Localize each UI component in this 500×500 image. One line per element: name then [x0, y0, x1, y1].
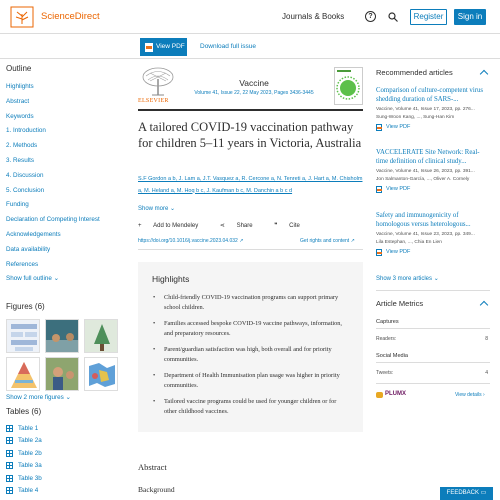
doi-link[interactable] — [138, 238, 243, 244]
view-pdf-label: View PDF — [386, 124, 411, 130]
rights-label: Get rights and content — [300, 238, 350, 244]
add-to-mendeley-button[interactable] — [138, 223, 208, 229]
recommended-article-title[interactable]: Safety and immunogenicity of homologous versus heterologous... — [376, 212, 471, 228]
outline-item[interactable]: 4. Discussion — [6, 171, 44, 179]
chevron-down-icon: ⌄ — [53, 275, 59, 283]
table-label: Table 2a — [18, 437, 42, 445]
recommended-article-journal: Vaccine, Volume 41, Issue 23, 2023, pp. 349... — [376, 232, 475, 237]
chevron-down-icon: ⌄ — [433, 276, 439, 282]
chevron-down-icon: ⌄ — [170, 206, 176, 212]
outline-item[interactable]: Abstract — [6, 97, 30, 105]
virus-cover-icon — [335, 68, 362, 104]
captures-heading: Captures — [376, 319, 399, 325]
tweets-value: 4 — [485, 370, 488, 376]
journal-name[interactable]: Vaccine — [239, 78, 269, 88]
share-label: Share — [236, 223, 253, 229]
table-link[interactable] — [6, 461, 42, 473]
help-icon[interactable]: ? — [365, 11, 376, 22]
figure-thumbnail-2[interactable] — [45, 319, 79, 353]
outline-item[interactable]: Data availability — [6, 245, 51, 253]
view-details-link[interactable] — [455, 392, 485, 398]
outline-item[interactable]: 1. Introduction — [6, 127, 46, 135]
outline-item[interactable]: 5. Conclusion — [6, 186, 45, 194]
chevron-up-icon[interactable] — [480, 301, 488, 309]
share-button[interactable] — [220, 223, 263, 229]
table-label: Table 2b — [18, 449, 42, 457]
tables-title: Tables (6) — [6, 407, 42, 416]
show-more-articles-link[interactable] — [376, 275, 439, 282]
journal-cover-image[interactable] — [334, 67, 363, 105]
map-figure-icon — [85, 358, 118, 391]
table-icon — [6, 462, 13, 469]
feedback-button[interactable] — [440, 487, 493, 500]
abstract-heading: Abstract — [138, 462, 167, 472]
figures-title: Figures (6) — [6, 302, 45, 311]
pdf-icon — [376, 186, 382, 193]
elsevier-tree-logo[interactable] — [138, 67, 178, 97]
table-link[interactable] — [6, 436, 42, 448]
doi-label: https://doi.org/10.1016/j.vaccine.2023.04.032 — [138, 238, 238, 244]
tables-list — [6, 424, 42, 498]
table-link[interactable] — [6, 474, 42, 486]
background-heading: Background — [138, 485, 175, 494]
outline-item[interactable]: 3. Results — [6, 156, 34, 164]
outline-item[interactable]: Highlights — [6, 83, 34, 90]
table-label: Table 4 — [18, 486, 39, 494]
table-link[interactable] — [6, 486, 42, 498]
cite-button[interactable] — [274, 223, 310, 229]
table-icon — [6, 437, 13, 444]
recommended-view-pdf-link[interactable] — [376, 124, 488, 130]
recommended-view-pdf-link[interactable] — [376, 186, 488, 192]
outline-panel — [6, 64, 126, 282]
outline-item[interactable]: Keywords — [6, 112, 34, 120]
photo-figure-icon — [46, 320, 79, 353]
readers-value: 8 — [485, 336, 488, 342]
pdf-icon — [145, 43, 153, 52]
journal-volume-info[interactable]: Volume 41, Issue 22, 22 May 2023, Pages 3436-3445 — [194, 90, 314, 96]
highlight-item: • Department of Health Immunisation plan usage was higher in priority communities. — [152, 371, 349, 390]
pyramid-figure-icon — [7, 358, 40, 391]
recommended-article-title[interactable]: Comparison of culture-competent virus shedding duration of SARS-... — [376, 87, 484, 103]
figure-thumbnail-4[interactable] — [6, 357, 40, 391]
view-pdf-label: View PDF — [386, 249, 411, 255]
figure-thumbnail-1[interactable] — [6, 319, 40, 353]
readers-label: Readers: — [376, 336, 397, 342]
tweets-label: Tweets: — [376, 370, 394, 376]
highlight-item: • Child-friendly COVID-19 vaccination programs can support primary school children. — [152, 293, 349, 312]
social-media-heading: Social Media — [376, 353, 409, 359]
chevron-up-icon[interactable] — [480, 70, 488, 78]
outline-item[interactable]: Declaration of Competing Interest — [6, 216, 100, 224]
table-icon — [6, 450, 13, 457]
view-pdf-label: View PDF — [386, 186, 411, 192]
show-more-link[interactable] — [138, 205, 175, 212]
table-icon — [6, 425, 13, 432]
recommended-article-meta — [376, 106, 488, 121]
metric-divider — [376, 362, 490, 363]
photo-figure-icon — [85, 320, 118, 353]
search-icon[interactable] — [388, 12, 398, 22]
show-all-figures-link[interactable] — [6, 394, 71, 401]
figure-thumbnail-3[interactable] — [84, 319, 118, 353]
highlight-item: • Parent/guardian satisfaction was high, both overall and for priority communities. — [152, 345, 349, 364]
figure-thumbnail-6[interactable] — [84, 357, 118, 391]
metric-divider — [376, 328, 490, 329]
chat-icon: ▭ — [480, 490, 487, 496]
show-more-label: Show more — [138, 206, 169, 212]
highlights-box — [138, 262, 363, 432]
table-label: Table 3a — [18, 462, 42, 470]
figure-thumbnail-5[interactable] — [45, 357, 79, 391]
highlight-item: • Tailored vaccine programs could be used for younger children or for other childhood vaccines. — [152, 397, 349, 416]
brand-name[interactable]: ScienceDirect — [41, 11, 100, 22]
recommended-article — [376, 148, 488, 192]
pdf-icon — [376, 249, 382, 256]
recommended-article — [376, 211, 488, 255]
table-label: Table 3b — [18, 474, 42, 482]
publisher-name: ELSEVIER — [138, 98, 169, 104]
journals-books-link[interactable]: Journals & Books — [282, 12, 345, 21]
show-full-outline-link[interactable] — [6, 275, 126, 282]
recommended-articles-title: Recommended articles — [376, 68, 453, 77]
flowchart-figure-icon — [7, 320, 40, 353]
outline-title: Outline — [6, 64, 32, 73]
readers-metric — [376, 336, 488, 342]
outline-item[interactable]: Acknowledgements — [6, 230, 61, 238]
highlight-item: • Families accessed bespoke COVID-19 vaccine pathways, information, and preparatory resources. — [152, 319, 349, 338]
elsevier-tree-logo[interactable] — [10, 6, 34, 28]
signin-button[interactable]: Sign in — [454, 9, 486, 25]
table-label: Table 1 — [18, 425, 39, 432]
article-actions — [138, 222, 320, 229]
recommended-article-authors: Jon Salmanton-García, ..., Oliver A. Cornely — [376, 176, 470, 182]
recommended-article-meta — [376, 168, 488, 183]
outline-item[interactable]: References — [6, 260, 39, 268]
external-link-icon: ↗ — [350, 238, 355, 244]
outline-item[interactable]: Funding — [6, 201, 29, 209]
quote-icon: ❞ — [274, 223, 280, 229]
rights-content-link[interactable] — [300, 238, 355, 244]
table-icon — [6, 487, 13, 494]
table-link[interactable] — [6, 449, 42, 461]
title-divider — [138, 109, 363, 111]
metric-divider — [376, 383, 490, 384]
share-icon: ⋖ — [219, 223, 227, 229]
plumx-label: PLUMX — [385, 391, 406, 397]
recommended-article-authors: Sung-Woon Kang, ..., Sung-Han Kim — [376, 114, 455, 120]
download-full-issue-link[interactable]: Download full issue — [200, 43, 257, 50]
article-metrics-title: Article Metrics — [376, 299, 424, 308]
section-divider — [376, 290, 490, 291]
recommended-article-journal: Vaccine, Volume 41, Issue 17, 2023, pp. 276... — [376, 107, 475, 112]
recommended-article-title[interactable]: VACCELERATE Site Network: Real-time definition of clinical study... — [376, 149, 480, 165]
plumx-logo[interactable] — [376, 391, 406, 397]
recommended-article-meta — [376, 231, 488, 246]
external-link-icon: ↗ — [239, 238, 244, 244]
plumx-icon — [376, 392, 383, 398]
article-toolbar — [0, 35, 500, 59]
author-list[interactable]: S.F Gordon a b, J. Lam a, J.T. Vasquez a, R. Cercone a, N. Tenreti a, J. Hart a, M. Chisholm a, M. Heland a, M. Hoq b c, J. Kaufman b c, M. Danchin a b c d — [138, 176, 363, 194]
table-icon — [6, 475, 13, 482]
cite-label: Cite — [289, 223, 300, 229]
recommended-article-authors: Lila Estephan, ..., Chia En Lien — [376, 239, 442, 245]
chevron-right-icon: › — [482, 392, 485, 398]
recommended-article — [376, 86, 488, 130]
register-button[interactable]: Register — [410, 9, 447, 25]
section-divider — [138, 249, 363, 250]
show-full-outline-label: Show full outline — [6, 275, 52, 283]
article-title: A tailored COVID-19 vaccination pathway for children 5–11 years in Victoria, Australia — [138, 120, 362, 150]
show-more-articles-label: Show 3 more articles — [376, 276, 433, 282]
top-header — [0, 0, 500, 34]
photo-figure-icon — [46, 358, 79, 391]
recommended-article-journal: Vaccine, Volume 41, Issue 26, 2023, pp. 391... — [376, 169, 475, 174]
feedback-label: FEEDBACK — [446, 490, 479, 496]
highlights-title: Highlights — [152, 274, 190, 284]
recommended-view-pdf-link[interactable] — [376, 249, 488, 255]
view-pdf-label: View PDF — [156, 43, 185, 50]
view-pdf-button[interactable] — [140, 38, 187, 56]
plus-icon: + — [138, 223, 144, 229]
tweets-metric — [376, 370, 488, 376]
view-details-label: View details — [455, 392, 482, 398]
pdf-icon — [376, 124, 382, 131]
outline-item[interactable]: 2. Methods — [6, 142, 38, 150]
add-mendeley-label: Add to Mendeley — [153, 223, 199, 229]
chevron-down-icon: ⌄ — [65, 394, 71, 401]
show-all-figures-label: Show 2 more figures — [6, 394, 64, 401]
table-link[interactable] — [6, 424, 42, 436]
